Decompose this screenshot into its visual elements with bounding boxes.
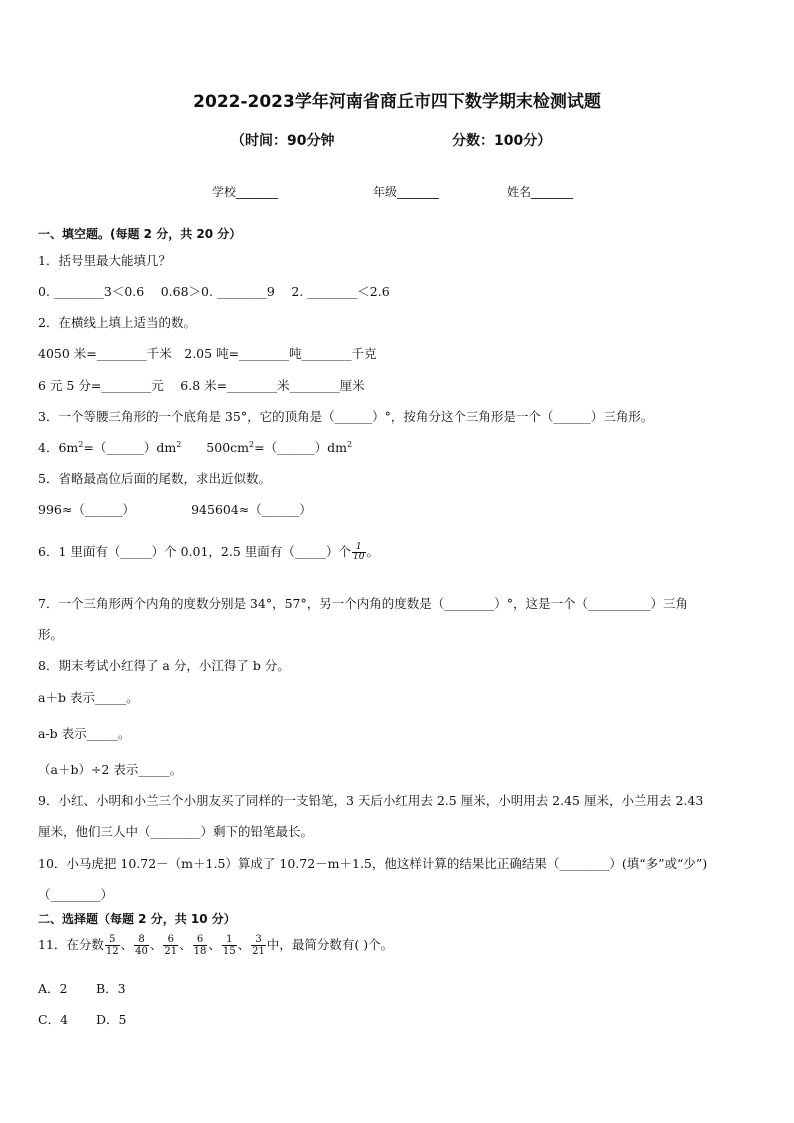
grade-field[interactable]: 年级_______ bbox=[373, 185, 440, 199]
separator: 、 bbox=[120, 937, 134, 952]
question-1: 1．括号里最大能填几？ bbox=[38, 253, 171, 268]
question-9-line-2: 厘米，他们三人中（________）剩下的铅笔最长。 bbox=[38, 824, 314, 839]
section-heading-fill-blank: 一、填空题。(每题 2 分，共 20 分） bbox=[38, 227, 242, 241]
separator: 、 bbox=[149, 937, 163, 952]
question-11 bbox=[38, 934, 393, 957]
fraction-numerator: 6 bbox=[163, 934, 178, 946]
fraction-denominator: 10 bbox=[353, 552, 365, 562]
fraction-5-12 bbox=[105, 934, 120, 957]
q4-exp-1: 2 bbox=[78, 439, 84, 449]
question-2-line-2: 6 元 5 分=________元 6.8 米=________米________厘米 bbox=[38, 378, 365, 393]
question-8-b: a-b 表示_____。 bbox=[38, 726, 131, 741]
fraction-3-21 bbox=[251, 934, 266, 957]
q11-prefix: 11．在分数 bbox=[38, 937, 104, 952]
q4-part-d: =（______）dm bbox=[254, 440, 347, 455]
fraction-numerator: 1 bbox=[222, 934, 237, 946]
name-field[interactable]: 姓名_______ bbox=[507, 185, 574, 199]
option-b[interactable]: B．3 bbox=[96, 981, 126, 996]
school-field[interactable]: 学校_______ bbox=[212, 185, 279, 199]
fraction-denominator: 15 bbox=[222, 946, 236, 957]
q4-exp-2: 2 bbox=[176, 439, 182, 449]
fraction-1-15 bbox=[222, 934, 237, 957]
q4-part-b: =（______）dm bbox=[83, 440, 177, 455]
fraction-denominator: 21 bbox=[252, 946, 265, 957]
fraction-denominator: 12 bbox=[105, 946, 119, 957]
question-10-line-1: 10．小马虎把 10.72－（m＋1.5）算成了 10.72－m＋1.5，他这样计算的结果比正确结果（________）(填“多”或“少”) bbox=[38, 856, 708, 871]
q6-text: 6．1 里面有（_____）个 0.01，2.5 里面有（_____）个 bbox=[38, 544, 352, 559]
option-c[interactable]: C．4 bbox=[38, 1012, 69, 1027]
question-3: 3．一个等腰三角形的一个底角是 35°，它的顶角是（______）°，按角分这个三角形是一个（______）三角形。 bbox=[38, 409, 654, 424]
q4-exp-3: 2 bbox=[249, 439, 255, 449]
question-7-line-1: 7．一个三角形两个内角的度数分别是 34°，57°，另一个内角的度数是（________）°，这是一个（__________）三角 bbox=[38, 596, 688, 611]
fraction-numerator: 6 bbox=[193, 934, 208, 946]
question-8-c: （a＋b）÷2 表示_____。 bbox=[38, 762, 183, 777]
q4-exp-4: 2 bbox=[346, 439, 353, 449]
question-2-line-1: 4050 米=________千米 2.05 吨=________吨________千克 bbox=[38, 346, 377, 361]
question-7-line-2: 形。 bbox=[38, 627, 64, 642]
question-1-blanks: 0. ________3＜0.6 0.68＞0. ________9 2. ________＜2.6 bbox=[38, 284, 390, 299]
fraction-denominator: 21 bbox=[164, 946, 178, 957]
question-8-a: a＋b 表示_____。 bbox=[38, 690, 139, 705]
separator: 、 bbox=[237, 937, 251, 952]
question-2: 2．在横线上填上适当的数。 bbox=[38, 315, 196, 330]
question-4 bbox=[38, 438, 352, 456]
question-5-blanks: 996≈（______） 945604≈（______） bbox=[38, 502, 312, 517]
q4-part-c: 500cm bbox=[181, 440, 250, 455]
fraction-denominator: 40 bbox=[135, 946, 148, 957]
fraction-6-21 bbox=[163, 934, 178, 957]
q4-part-a: 4．6m bbox=[38, 440, 79, 455]
fraction-denominator: 18 bbox=[193, 946, 207, 957]
fraction-numerator: 1 bbox=[352, 543, 365, 553]
exam-score: 分数：100分） bbox=[452, 133, 552, 149]
separator: 、 bbox=[179, 937, 192, 952]
fraction-one-tenth bbox=[352, 543, 365, 562]
question-9-line-1: 9．小红、小明和小兰三个小朋友买了同样的一支铅笔，3 天后小红用去 2.5 厘米，小明用去 2.45 厘米，小兰用去 2.43 bbox=[38, 793, 704, 808]
question-8: 8．期末考试小红得了 a 分，小江得了 b 分。 bbox=[38, 658, 290, 673]
q11-suffix: 中，最简分数有( )个。 bbox=[266, 937, 394, 952]
fraction-numerator: 3 bbox=[251, 934, 266, 946]
option-d[interactable]: D．5 bbox=[96, 1012, 127, 1027]
question-6 bbox=[38, 542, 379, 562]
exam-time: （时间：90分钟 bbox=[231, 133, 335, 149]
q6-end: 。 bbox=[366, 544, 380, 559]
fraction-8-40 bbox=[134, 934, 149, 957]
question-10-line-2: （________） bbox=[38, 887, 114, 902]
fraction-numerator: 5 bbox=[105, 934, 120, 946]
page-title: 2022-2023学年河南省商丘市四下数学期末检测试题 bbox=[193, 92, 601, 112]
option-a[interactable]: A．2 bbox=[38, 981, 68, 996]
section-heading-choice: 二、选择题（每题 2 分，共 10 分） bbox=[38, 912, 236, 926]
question-5: 5．省略最高位后面的尾数，求出近似数。 bbox=[38, 471, 271, 486]
fraction-numerator: 8 bbox=[134, 934, 149, 946]
fraction-6-18 bbox=[193, 934, 208, 957]
separator: 、 bbox=[208, 937, 221, 952]
